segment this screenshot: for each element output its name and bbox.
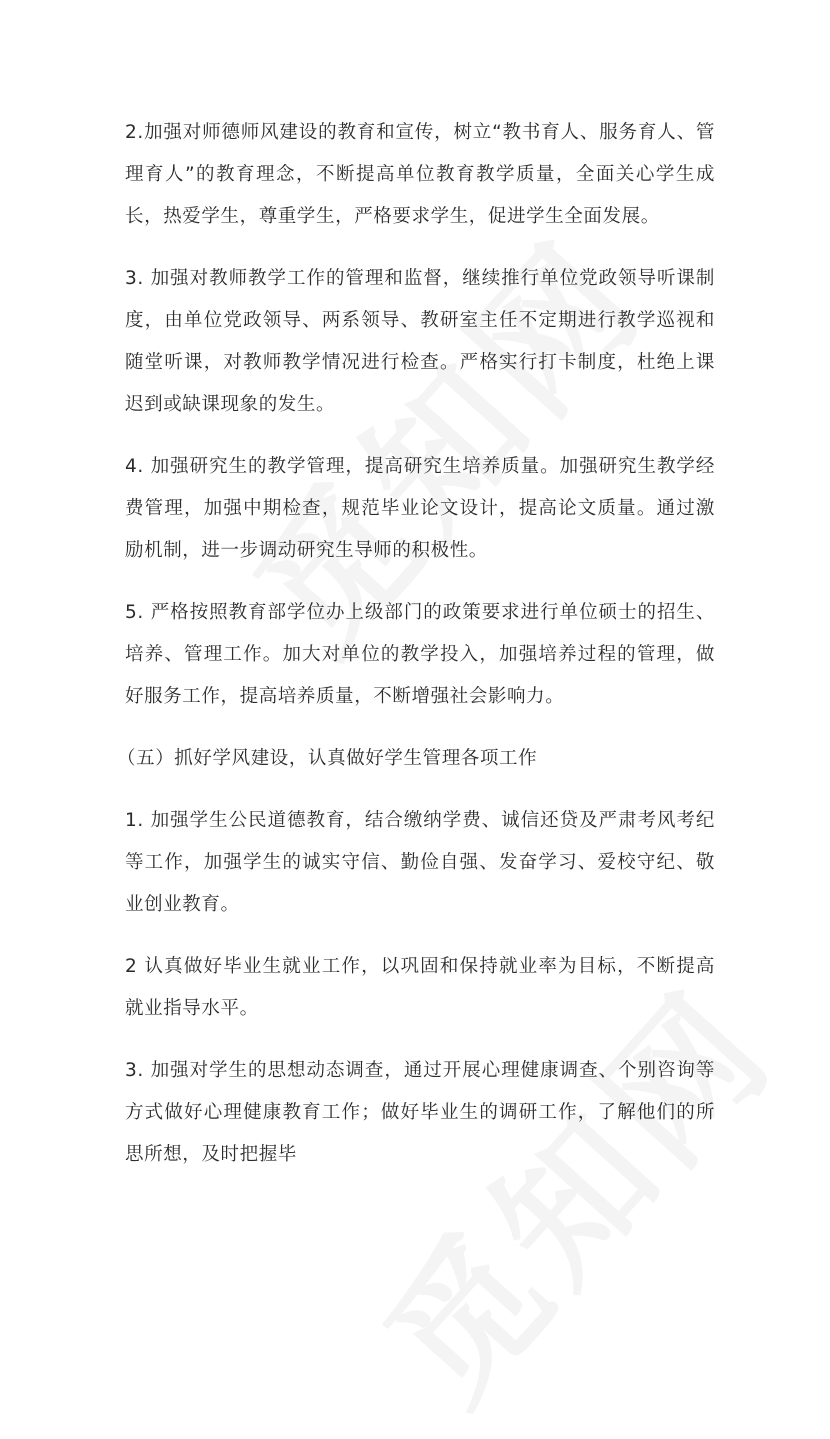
section-paragraph-1: 1. 加强学生公民道德教育，结合缴纳学费、诚信还贷及严肃考风考纪等工作，加强学生的诚实守信、勤俭自强、发奋学习、爱校守纪、敬业创业教育。 (125, 810, 715, 915)
paragraph-item-5: 5. 严格按照教育部学位办上级部门的政策要求进行单位硕士的招生、培养、管理工作。加大对单位的教学投入，加强培养过程的管理，做好服务工作，提高培养质量，不断增强社会影响力。 (125, 602, 715, 707)
paragraph-item-2: 2.加强对师德师风建设的教育和宣传，树立“教书育人、服务育人、管理育人”的教育理念，不断提高单位教育教学质量，全面关心学生成长，热爱学生，尊重学生，严格要求学生，促进学生全面发展。 (125, 122, 715, 227)
paragraph-item-4: 4. 加强研究生的教学管理，提高研究生培养质量。加强研究生教学经费管理，加强中期检查，规范毕业论文设计，提高论文质量。通过激励机制，进一步调动研究生导师的积极性。 (125, 456, 715, 561)
paragraph-item-3: 3. 加强对教师教学工作的管理和监督，继续推行单位党政领导听课制度，由单位党政领导、两系领导、教研室主任不定期进行教学巡视和随堂听课，对教师教学情况进行检查。严格实行打卡制度，杜绝上课迟到或缺课现象的发生。 (125, 268, 715, 415)
section-heading: （五）抓好学风建设，认真做好学生管理各项工作 (117, 748, 538, 769)
section-paragraph-2: 2 认真做好毕业生就业工作，以巩固和保持就业率为目标，不断提高就业指导水平。 (125, 956, 715, 1019)
section-paragraph-3: 3. 加强对学生的思想动态调查，通过开展心理健康调查、个别咨询等方式做好心理健康教育工作；做好毕业生的调研工作，了解他们的所思所想，及时把握毕 (125, 1060, 715, 1165)
document-body (117, 112, 715, 1196)
